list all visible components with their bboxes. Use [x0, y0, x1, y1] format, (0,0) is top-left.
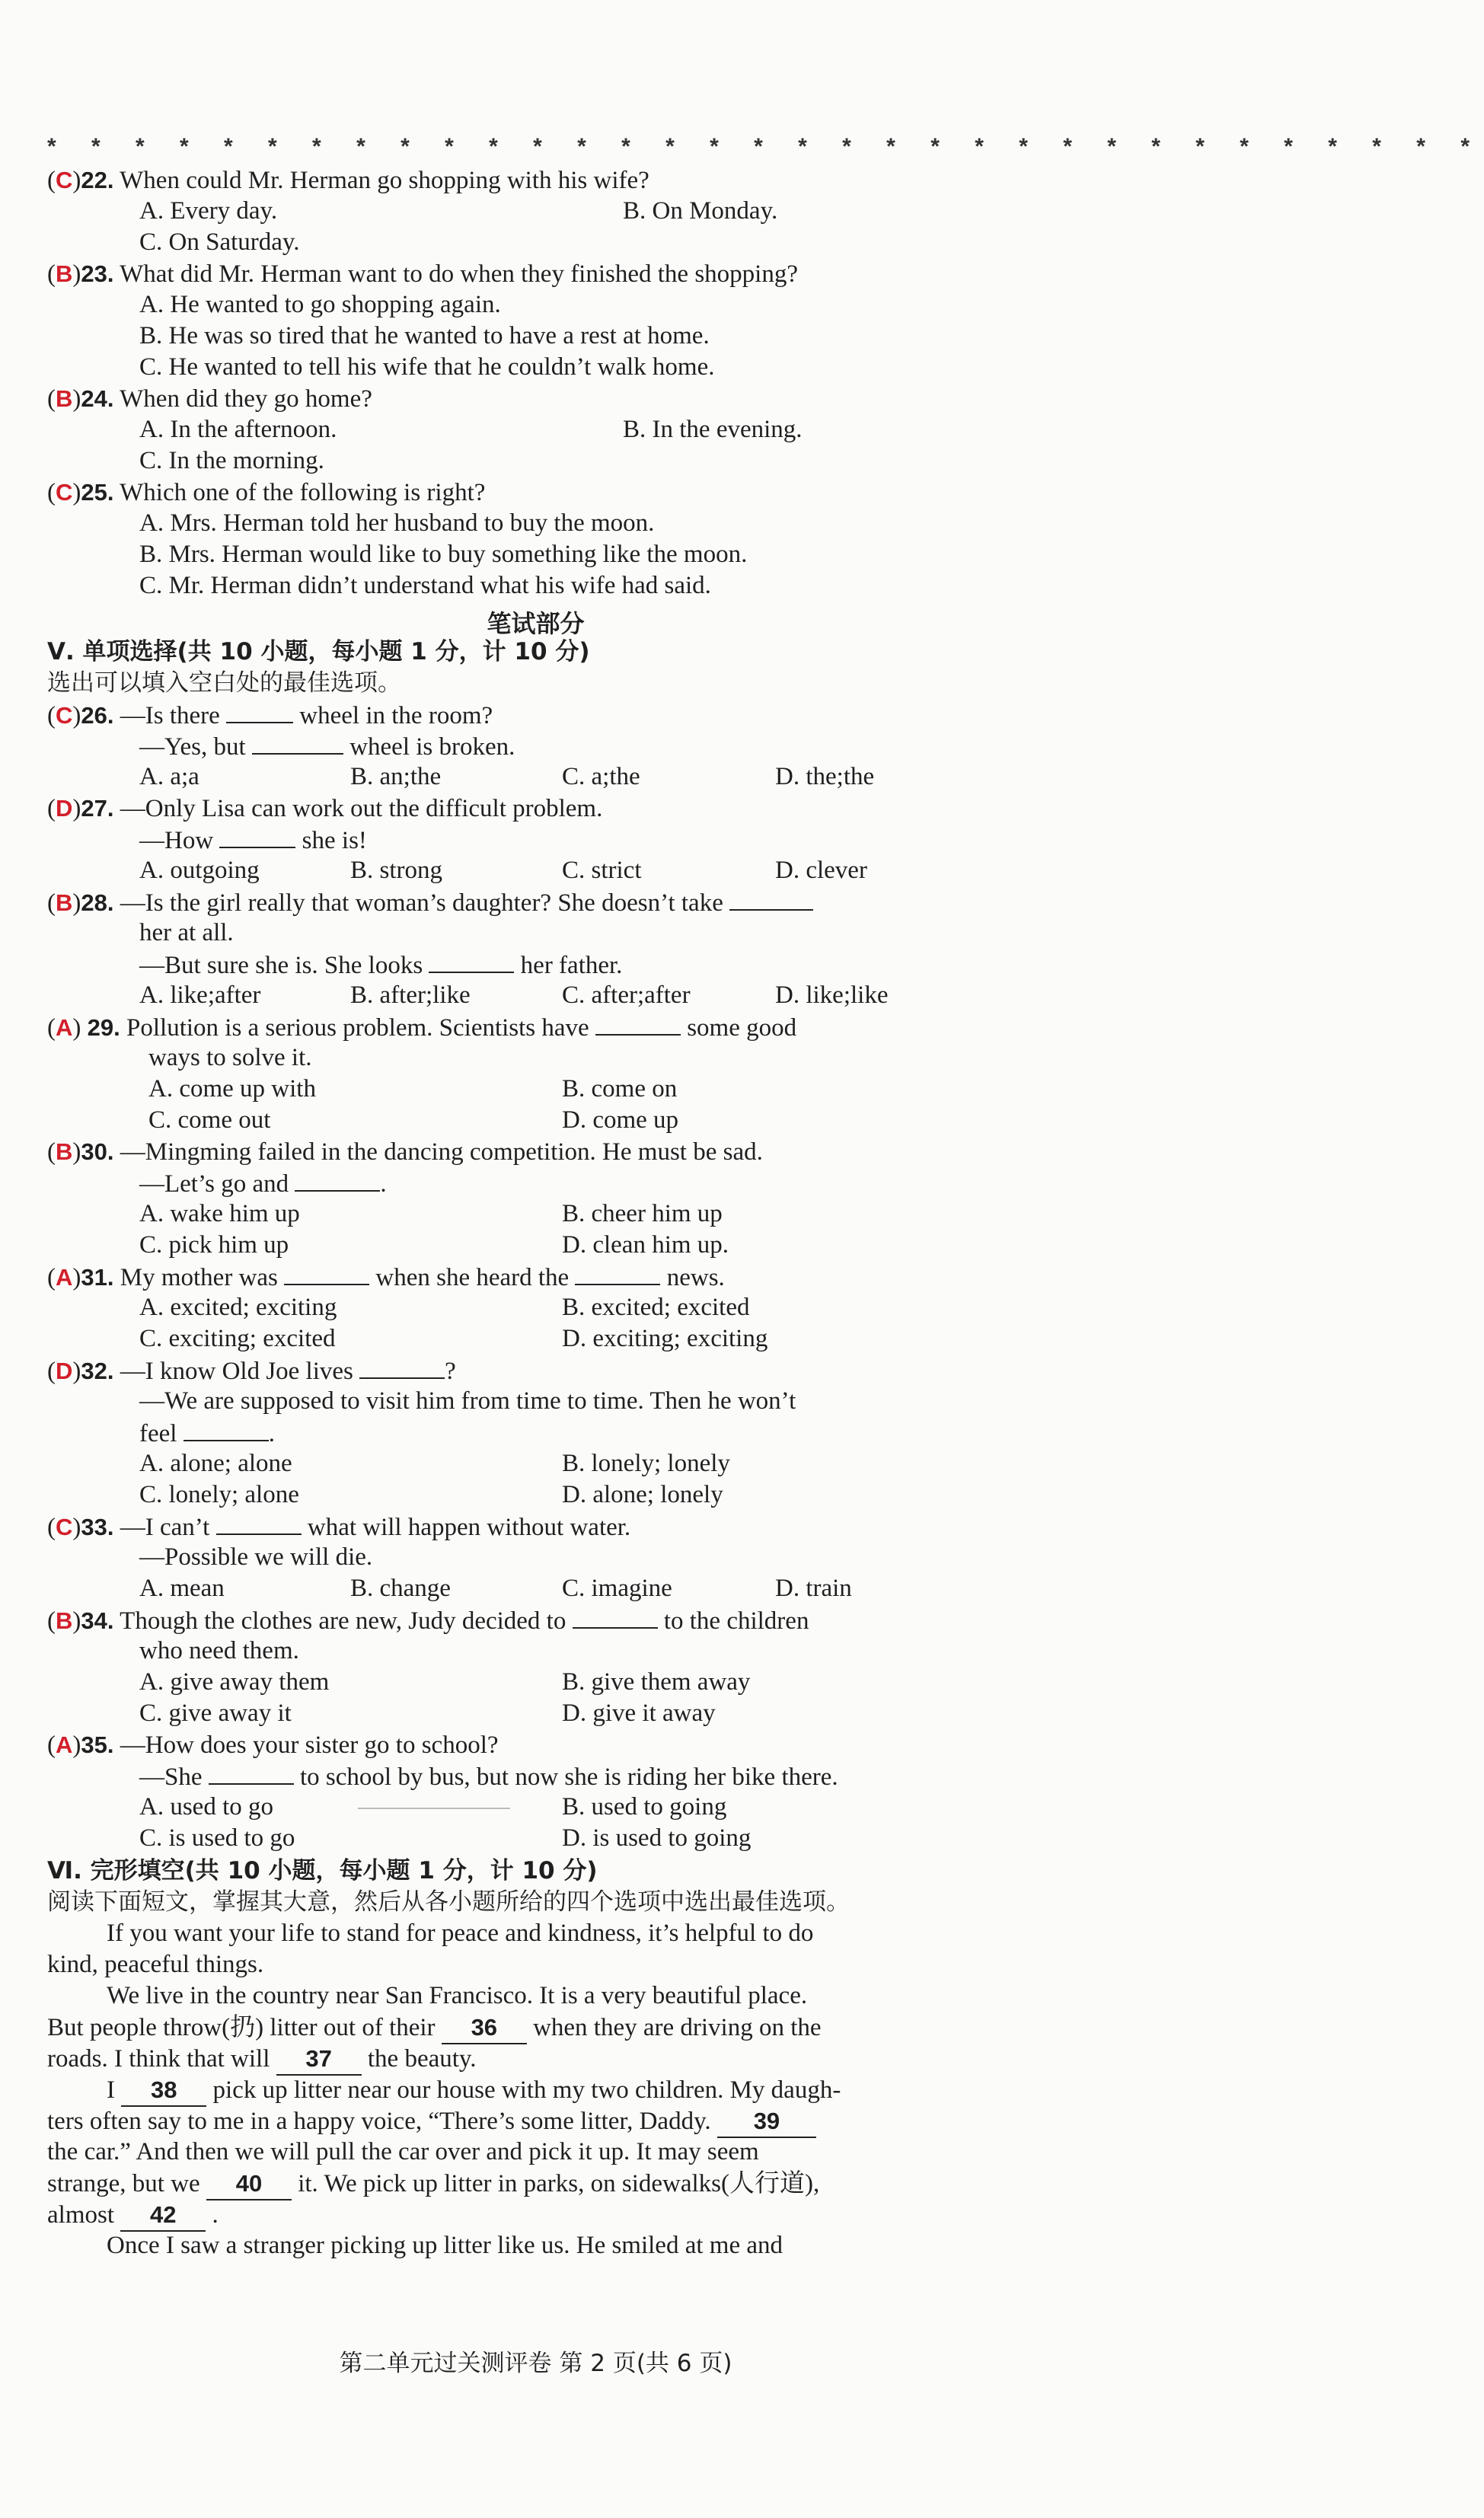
stem-text: —Yes, but: [139, 733, 246, 761]
stem-line: —Possible we will die.: [139, 1543, 373, 1571]
passage-text: strange, but we: [47, 2170, 200, 2197]
answer-mark: D: [56, 795, 73, 822]
option: B. On Monday.: [623, 197, 778, 225]
section-6-heading: Ⅵ. 完形填空(共 10 小题，每小题 1 分，计 10 分): [47, 1857, 598, 1885]
passage-line: We live in the country near San Francisco. It is a very beautiful place.: [107, 1982, 808, 2009]
option: C. In the morning.: [139, 447, 324, 474]
option: C. give away it: [139, 1699, 292, 1727]
stem-line: —We are supposed to visit him from time to time. Then he won’t: [139, 1387, 796, 1415]
question-25: (C)25. Which one of the following is right?: [47, 479, 486, 506]
stem-line: [139, 1417, 275, 1448]
passage-text: when they are driving on the: [533, 2014, 822, 2041]
blank: [252, 730, 343, 755]
question-number: 25.: [81, 479, 114, 506]
question-28: (B)28. —Is the girl really that woman’s daughter? She doesn’t take: [47, 886, 813, 918]
stem-text: she is!: [302, 827, 367, 854]
stem-text: —Only Lisa can work out the difficult problem.: [120, 795, 603, 822]
option: C. a;the: [562, 763, 640, 790]
answer-mark: C: [56, 702, 73, 729]
option: D. exciting; exciting: [562, 1325, 768, 1352]
blank: [216, 1511, 302, 1535]
option: A. He wanted to go shopping again.: [139, 291, 501, 318]
blank-39: 39: [717, 2105, 816, 2138]
stem-line: who need them.: [139, 1637, 299, 1664]
question-number: 34.: [81, 1607, 114, 1634]
stem-text: —I can’t: [120, 1514, 210, 1541]
passage-text: almost: [47, 2201, 114, 2229]
stem-line: [139, 1167, 387, 1198]
passage-line: [47, 2105, 816, 2137]
option: A. give away them: [139, 1668, 330, 1696]
option: A. a;a: [139, 763, 199, 790]
option: A. used to go: [139, 1793, 273, 1821]
stem-text: Pollution is a serious problem. Scientists have: [126, 1014, 589, 1042]
question-number: 35.: [81, 1731, 114, 1758]
question-22: (C)22. When could Mr. Herman go shopping with his wife?: [47, 167, 649, 194]
option: B. give them away: [562, 1668, 751, 1696]
option: A. Mrs. Herman told her husband to buy the moon.: [139, 509, 655, 537]
option: A. excited; exciting: [139, 1294, 337, 1321]
stem-line: [139, 1760, 838, 1792]
passage-text: .: [212, 2201, 219, 2229]
answer-mark: A: [56, 1731, 73, 1758]
blank: [575, 1261, 660, 1285]
answer-mark: A: [56, 1014, 73, 1041]
option: A. come up with: [148, 1075, 316, 1103]
question-27: (D)27. —Only Lisa can work out the difficult problem.: [47, 795, 603, 822]
option: A. alone; alone: [139, 1450, 292, 1477]
option: B. after;like: [350, 981, 471, 1009]
answer-mark: C: [56, 1514, 73, 1540]
blank: [284, 1261, 369, 1285]
option: D. the;the: [775, 763, 875, 790]
answer-mark: D: [56, 1358, 73, 1384]
question-24: (B)24. When did they go home?: [47, 385, 372, 413]
stem-text: .: [268, 1420, 275, 1447]
passage-text: pick up litter near our house with my two children. My daugh-: [212, 2076, 841, 2104]
question-stem: When did they go home?: [120, 385, 372, 413]
passage-line: Once I saw a stranger picking up litter like us. He smiled at me and: [107, 2232, 783, 2259]
question-30: (B)30. —Mingming failed in the dancing competition. He must be sad.: [47, 1138, 763, 1166]
passage-text: roads. I think that will: [47, 2045, 270, 2073]
stem-text: her father.: [520, 952, 623, 979]
stem-line: [139, 730, 515, 761]
stem-line: [139, 949, 622, 980]
blank: [429, 949, 514, 973]
question-number: 26.: [81, 702, 114, 729]
stem-text: wheel in the room?: [299, 702, 493, 729]
stem-text: .: [380, 1170, 387, 1198]
question-number: 32.: [81, 1358, 114, 1384]
stem-text: news.: [666, 1264, 725, 1291]
blank: [184, 1417, 269, 1441]
option: B. cheer him up: [562, 1200, 723, 1227]
stem-text: —I know Old Joe lives: [120, 1358, 353, 1385]
stem-text: when she heard the: [375, 1264, 570, 1291]
stem-text: —How does your sister go to school?: [120, 1731, 499, 1759]
answer-mark: B: [56, 1138, 73, 1165]
question-26: (C)26. —Is there wheel in the room?: [47, 699, 493, 730]
answer-mark: C: [56, 167, 73, 193]
stem-text: My mother was: [120, 1264, 278, 1291]
option: C. lonely; alone: [139, 1481, 299, 1508]
stem-line: [139, 824, 367, 855]
stem-text: feel: [139, 1420, 177, 1447]
question-stem: What did Mr. Herman want to do when they finished the shopping?: [120, 260, 798, 288]
passage-line: If you want your life to stand for peace and kindness, it’s helpful to do: [107, 1920, 814, 1947]
blank-42: 42: [120, 2199, 206, 2232]
stem-text: —But sure she is. She looks: [139, 952, 423, 979]
option: B. Mrs. Herman would like to buy something like the moon.: [139, 541, 748, 568]
stem-text: Though the clothes are new, Judy decided to: [120, 1607, 566, 1635]
question-stem: Which one of the following is right?: [120, 479, 486, 506]
stem-text: to the children: [663, 1607, 809, 1635]
blank-40: 40: [206, 2168, 292, 2200]
stem-text: to school by bus, but now she is riding her bike there.: [300, 1763, 838, 1791]
question-number: 31.: [81, 1264, 114, 1291]
question-33: (C)33. —I can’t what will happen without water.: [47, 1511, 630, 1542]
blank: [295, 1167, 380, 1192]
blank: [595, 1011, 681, 1036]
blank: [219, 824, 295, 848]
answer-mark: B: [56, 260, 73, 287]
question-number: 27.: [81, 795, 114, 822]
option: B. lonely; lonely: [562, 1450, 730, 1477]
blank: [573, 1604, 658, 1629]
blank-37: 37: [276, 2043, 362, 2076]
option: A. wake him up: [139, 1200, 300, 1227]
option: C. after;after: [562, 981, 691, 1009]
stem-text: ?: [445, 1358, 456, 1385]
stem-text: —How: [139, 827, 214, 854]
question-29: (A) 29. Pollution is a serious problem. Scientists have some good: [47, 1011, 796, 1042]
scan-streak: [358, 1808, 510, 1809]
question-number: 28.: [81, 889, 114, 916]
option: D. clever: [775, 857, 867, 884]
question-number: 23.: [81, 260, 114, 287]
option: C. exciting; excited: [139, 1325, 336, 1352]
question-23: (B)23. What did Mr. Herman want to do when they finished the shopping?: [47, 260, 798, 288]
passage-line: [47, 2168, 819, 2199]
blank: [729, 886, 813, 911]
blank-38: 38: [121, 2074, 206, 2107]
passage-line: [47, 2043, 477, 2074]
question-34: (B)34. Though the clothes are new, Judy decided to to the children: [47, 1604, 809, 1636]
blank: [359, 1355, 445, 1379]
option: C. He wanted to tell his wife that he couldn’t walk home.: [139, 353, 715, 381]
stem-text: what will happen without water.: [307, 1514, 631, 1541]
option: D. clean him up.: [562, 1231, 729, 1259]
question-number: 29.: [87, 1014, 120, 1041]
option: B. He was so tired that he wanted to have a rest at home.: [139, 322, 710, 349]
question-stem: When could Mr. Herman go shopping with his wife?: [120, 167, 649, 194]
stem-line: ways to solve it.: [148, 1044, 312, 1071]
passage-text: the beauty.: [367, 2045, 477, 2073]
stem-text: —Mingming failed in the dancing competition. He must be sad.: [120, 1138, 763, 1166]
question-number: 33.: [81, 1514, 114, 1540]
stem-text: some good: [687, 1014, 797, 1042]
option: C. imagine: [562, 1575, 672, 1602]
option: C. strict: [562, 857, 642, 884]
written-part-title: 笔试部分: [487, 609, 585, 638]
question-number: 24.: [81, 385, 114, 412]
option: A. outgoing: [139, 857, 260, 884]
option: B. excited; excited: [562, 1294, 750, 1321]
option: B. In the evening.: [623, 416, 803, 443]
passage-line: [47, 2012, 822, 2043]
question-31: (A)31. My mother was when she heard the news.: [47, 1261, 725, 1292]
answer-mark: B: [56, 889, 73, 916]
option: C. On Saturday.: [139, 228, 300, 256]
option: C. is used to go: [139, 1824, 295, 1852]
question-32: (D)32. —I know Old Joe lives ?: [47, 1355, 456, 1386]
option: D. is used to going: [562, 1824, 752, 1852]
answer-mark: C: [56, 479, 73, 506]
option: D. train: [775, 1575, 852, 1602]
passage-line: [47, 2199, 219, 2230]
stem-line: her at all.: [139, 919, 234, 946]
stem-text: —Is the girl really that woman’s daughter? She doesn’t take: [120, 889, 723, 917]
stem-text: wheel is broken.: [349, 733, 515, 761]
stem-text: —Is there: [120, 702, 220, 729]
passage-line: the car.” And then we will pull the car over and pick it up. It may seem: [47, 2138, 759, 2165]
stem-text: —She: [139, 1763, 203, 1791]
option: D. give it away: [562, 1699, 716, 1727]
question-number: 22.: [81, 167, 114, 193]
option: A. mean: [139, 1575, 225, 1602]
option: C. pick him up: [139, 1231, 289, 1259]
passage-line: kind, peaceful things.: [47, 1951, 264, 1978]
section-5-instruction: 选出可以填入空白处的最佳选项。: [47, 669, 401, 697]
passage-text: it. We pick up litter in parks, on sidewalks(人行道),: [298, 2170, 820, 2197]
separator-stars: * * * * * * * * * * * * * * * * * * * * * * * * * * * * * * * * *: [47, 134, 1484, 159]
option: D. alone; lonely: [562, 1481, 723, 1508]
blank: [226, 699, 293, 723]
question-number: 30.: [81, 1138, 114, 1165]
section-6-instruction: 阅读下面短文，掌握其大意，然后从各小题所给的四个选项中选出最佳选项。: [47, 1888, 850, 1916]
passage-line: [107, 2074, 841, 2105]
option: A. In the afternoon.: [139, 416, 337, 443]
blank-36: 36: [442, 2012, 527, 2044]
answer-mark: A: [56, 1264, 73, 1291]
section-5-heading: Ⅴ. 单项选择(共 10 小题，每小题 1 分，计 10 分): [47, 638, 590, 665]
option: A. like;after: [139, 981, 261, 1009]
answer-mark: B: [56, 1607, 73, 1634]
option: B. change: [350, 1575, 451, 1602]
option: B. an;the: [350, 763, 442, 790]
option: B. strong: [350, 857, 443, 884]
option: B. used to going: [562, 1793, 727, 1821]
blank: [209, 1760, 294, 1785]
passage-text: ters often say to me in a happy voice, “There’s some litter, Daddy.: [47, 2108, 711, 2135]
option: A. Every day.: [139, 197, 278, 225]
passage-text: I: [107, 2076, 115, 2104]
question-35: (A)35. —How does your sister go to school?: [47, 1731, 499, 1759]
passage-text: But people throw(扔) litter out of their: [47, 2014, 436, 2041]
option: B. come on: [562, 1075, 678, 1103]
option: D. like;like: [775, 981, 889, 1009]
option: C. come out: [148, 1106, 271, 1134]
page-footer: 第二单元过关测评卷 第 2 页(共 6 页): [339, 2350, 732, 2377]
option: D. come up: [562, 1106, 679, 1134]
option: C. Mr. Herman didn’t understand what his wife had said.: [139, 572, 711, 599]
answer-mark: B: [56, 385, 73, 412]
stem-text: —Let’s go and: [139, 1170, 289, 1198]
